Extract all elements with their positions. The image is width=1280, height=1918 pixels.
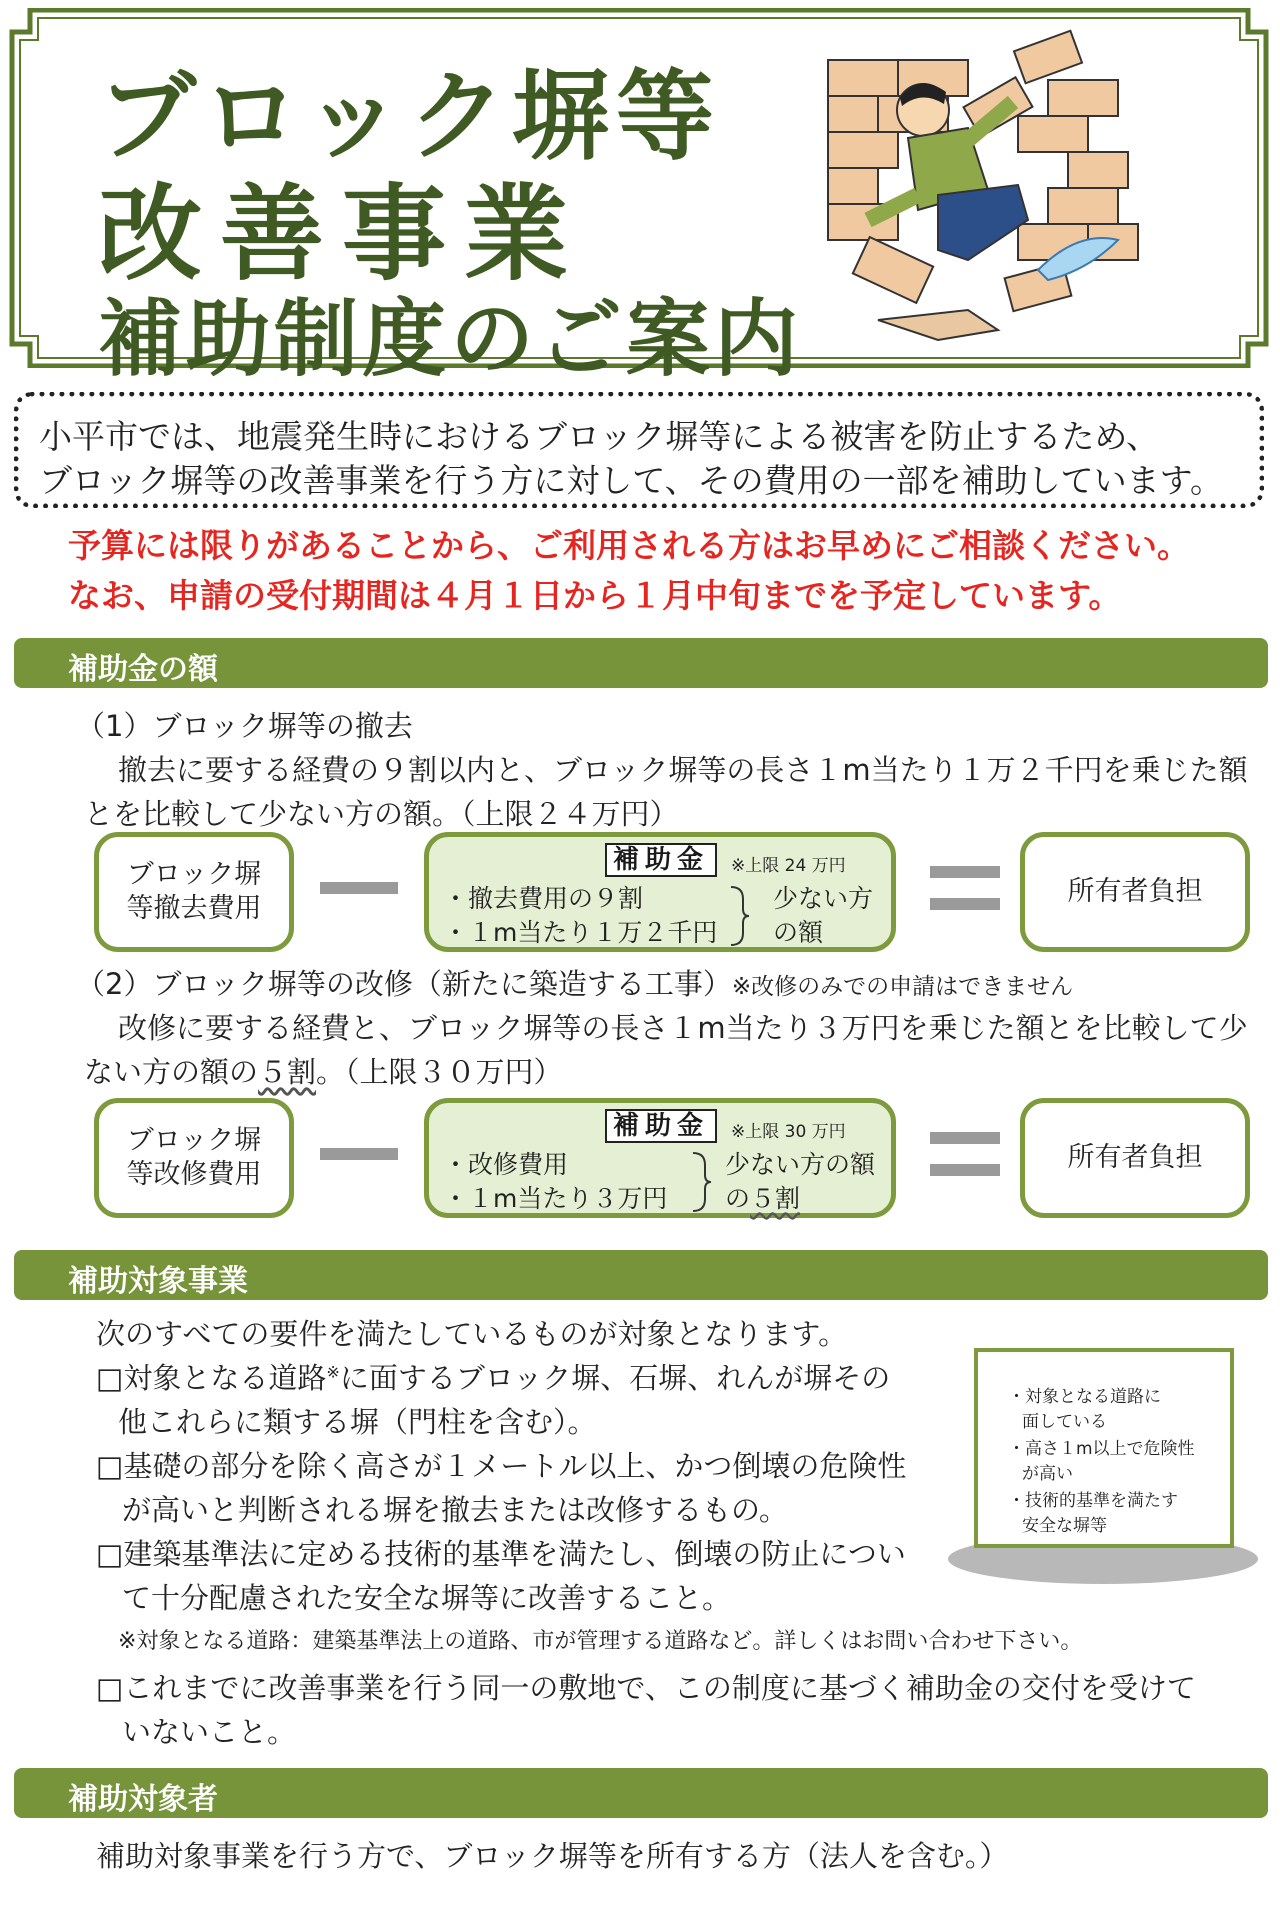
- title-line-2: 改善事業: [98, 173, 587, 295]
- minus-sign: [320, 882, 398, 894]
- equals-sign-top: [930, 866, 1000, 878]
- equals-sign-bottom: [930, 898, 1000, 910]
- repair-owner-box: 所有者負担: [1020, 1098, 1250, 1218]
- requirement-4-cont: いないこと。: [122, 1715, 297, 1749]
- subsidy-label: 補助金: [605, 1109, 717, 1143]
- removal-desc-2: とを比較して少ない方の額。（上限２４万円）: [84, 797, 679, 831]
- subsidy-result-1: 少ない方の額: [725, 1150, 876, 1179]
- removal-subsidy-box: [424, 832, 896, 952]
- removal-title: （1）ブロック塀等の撤去: [76, 709, 413, 743]
- section-heading-target: 補助対象事業: [14, 1250, 1268, 1300]
- notice-line-1: 予算には限りがあることから、ご利用される方はお早めにご相談ください。: [68, 526, 1190, 565]
- repair-cost-box: ブロック塀 等改修費用: [94, 1098, 294, 1218]
- equals-sign-top: [930, 1132, 1000, 1144]
- repair-title: （2）ブロック塀等の改修（新たに築造する工事）※改修のみでの申請はできません: [76, 967, 1074, 1001]
- requirement-4: □これまでに改善事業を行う同一の敷地で、この制度に基づく補助金の交付を受けて: [96, 1671, 1196, 1705]
- title-line-1: ブロック塀等: [98, 60, 721, 174]
- requirement-3-cont: て十分配慮された安全な塀等に改善すること。: [122, 1581, 732, 1615]
- repair-desc-2: ない方の額の５割。（上限３０万円）: [84, 1055, 563, 1089]
- requirement-2: □基礎の部分を除く高さが１メートル以上、かつ倒壊の危険性: [96, 1449, 907, 1483]
- subsidy-result-1: 少ない方: [773, 884, 874, 913]
- repair-desc-1: 改修に要する経費と、ブロック塀等の長さ１m当たり３万円を乗じた額とを比較して少: [118, 1011, 1248, 1045]
- subsidy-result-2: の５割: [725, 1184, 801, 1213]
- subsidy-item-1: ・改修費用: [443, 1150, 569, 1179]
- collapsing-wall-illustration: [818, 20, 1148, 350]
- subsidy-item-1: ・撤去費用の９割: [443, 884, 644, 913]
- title-line-3: 補助制度のご案内: [98, 290, 803, 388]
- requirement-1-cont: 他これらに類する塀（門柱を含む）。: [118, 1405, 597, 1439]
- brace-icon: [691, 1151, 713, 1213]
- notice-line-2: なお、申請の受付期間は４月１日から１月中旬までを予定しています。: [68, 576, 1122, 615]
- road-note: ※対象となる道路：建築基準法上の道路、市が管理する道路など。詳しくはお問い合わせ下さい。: [118, 1629, 1083, 1654]
- section-heading-person: 補助対象者: [14, 1768, 1268, 1818]
- section-heading-amount: 補助金の額: [14, 638, 1268, 688]
- minus-sign: [320, 1148, 398, 1160]
- removal-cost-box: ブロック塀 等撤去費用: [94, 832, 294, 952]
- requirement-1: □対象となる道路※に面するブロック塀、石塀、れんが塀その: [96, 1361, 891, 1395]
- cap-note: ※上限 24 万円: [731, 856, 846, 876]
- subsidy-result-2: の額: [773, 918, 824, 947]
- subsidy-item-2: ・１m当たり１万２千円: [443, 918, 718, 947]
- requirement-2-cont: が高いと判断される塀を撤去または改修するもの。: [122, 1493, 788, 1527]
- intro-line-1: 小平市では、地震発生時におけるブロック塀等による被害を防止するため、: [39, 417, 1160, 456]
- removal-desc-1: 撤去に要する経費の９割以内と、ブロック塀等の長さ１m当たり１万２千円を乗じた額: [118, 753, 1248, 787]
- repair-subsidy-box: [424, 1098, 896, 1218]
- target-lead: 次のすべての要件を満たしているものが対象となります。: [96, 1317, 848, 1351]
- removal-owner-box: 所有者負担: [1020, 832, 1250, 952]
- person-text: 補助対象事業を行う方で、ブロック塀等を所有する方（法人を含む。）: [96, 1839, 1009, 1873]
- subsidy-item-2: ・１m当たり３万円: [443, 1184, 668, 1213]
- requirements-sign: ・対象となる道路に 面している ・高さ１m以上で危険性 が高い ・技術的基準を満たす 安全な塀等: [974, 1348, 1234, 1548]
- cap-note: ※上限 30 万円: [731, 1122, 846, 1142]
- requirement-3: □建築基準法に定める技術的基準を満たし、倒壊の防止につい: [96, 1537, 906, 1571]
- intro-line-2: ブロック塀等の改善事業を行う方に対して、その費用の一部を補助しています。: [39, 461, 1224, 500]
- brace-icon: [729, 885, 751, 947]
- equals-sign-bottom: [930, 1164, 1000, 1176]
- intro-box: [14, 392, 1264, 508]
- subsidy-label: 補助金: [605, 843, 717, 877]
